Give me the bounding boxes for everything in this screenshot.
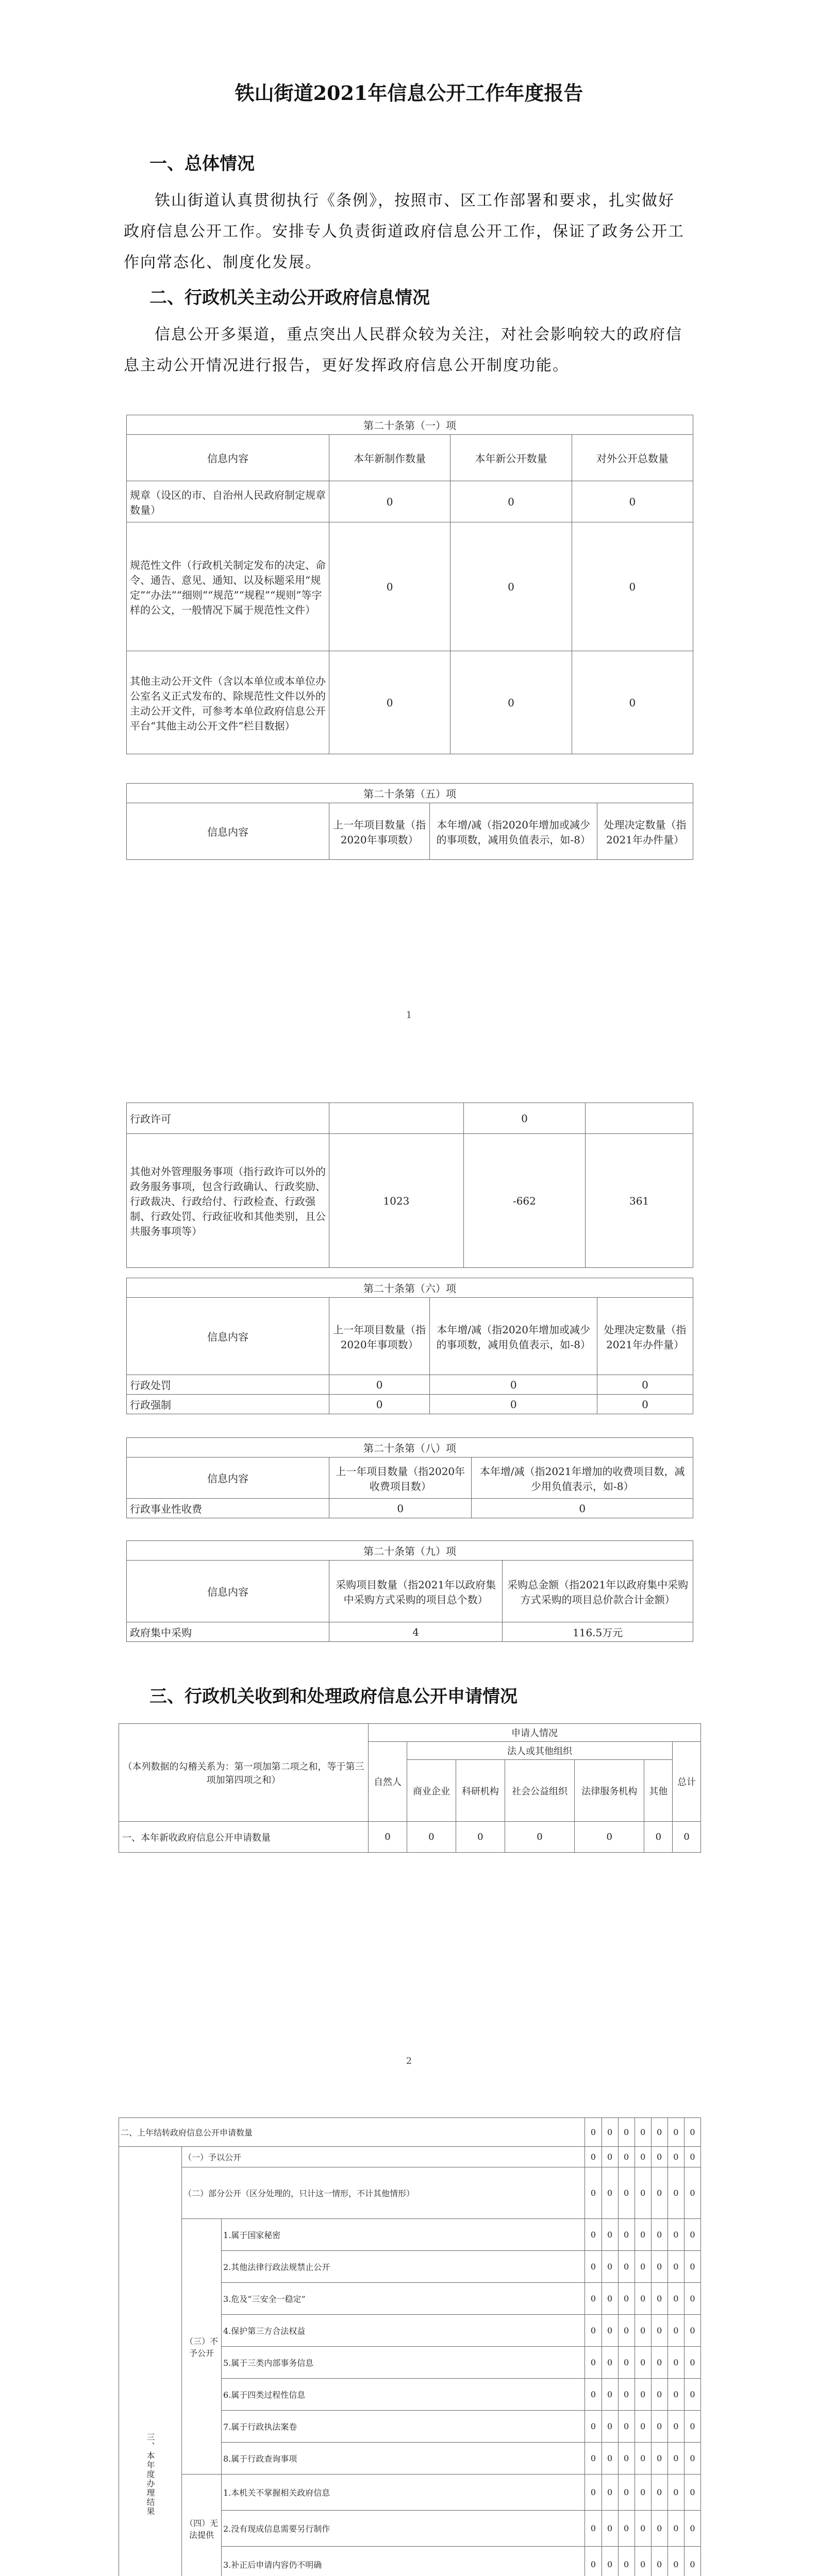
table-cell: 0: [618, 2283, 635, 2315]
table-cell: 4: [329, 1622, 503, 1642]
table-cell: 0: [618, 2219, 635, 2251]
table-cell: 0: [369, 1822, 407, 1853]
table-header: 法律服务机构: [575, 1760, 644, 1822]
table-cell: 0: [597, 1395, 693, 1414]
table-cell: 0: [667, 2411, 684, 2443]
table-cell: 0: [667, 2118, 684, 2147]
table-applications-part1: [119, 1723, 701, 1853]
table-cell: 规章（设区的市、自治州人民政府制定规章数量）: [127, 481, 329, 522]
table-cell: 0: [618, 2443, 635, 2475]
table-header: 采购项目数量（指2021年以政府集中采购方式采购的项目总个数）: [329, 1561, 503, 1622]
table-cell: 0: [329, 1499, 472, 1518]
table-cell: 0: [684, 2443, 700, 2475]
table-caption: 第二十条第（一）项: [127, 415, 693, 435]
table-cell: 0: [684, 2251, 700, 2283]
table-cell: 0: [635, 2347, 651, 2379]
table-row-group-label: （三）不予公开: [182, 2219, 222, 2475]
table-article-20-1: [126, 415, 693, 754]
table-cell: 0: [618, 2475, 635, 2511]
table-caption: 第二十条第（六）项: [127, 1278, 693, 1298]
table-row-label: 一、本年新收政府信息公开申请数量: [119, 1822, 369, 1853]
table-row-label: 2.其他法律行政法规禁止公开: [222, 2251, 585, 2283]
page-number: 2: [406, 2056, 412, 2066]
table-cell: 0: [667, 2167, 684, 2219]
table-row-label: （一）予以公开: [182, 2147, 585, 2167]
table-cell: 0: [667, 2347, 684, 2379]
table-cell: 0: [635, 2118, 651, 2147]
table-cell: 0: [644, 1822, 673, 1853]
table-cell: 0: [602, 2511, 618, 2547]
report-title: 铁山街道2021年信息公开工作年度报告: [235, 81, 583, 105]
table-cell: 其他主动公开文件（含以本单位或本单位办公室名义正式发布的、除规范性文件以外的主动公开文件，可参考本单位政府信息公开平台“其他主动公开文件”栏目数据）: [127, 651, 329, 754]
table-cell: 0: [585, 2118, 602, 2147]
table-cell: 0: [602, 2475, 618, 2511]
section-1-heading: 一、总体情况: [149, 154, 255, 174]
table-cell: 0: [651, 2411, 667, 2443]
table-cell: 0: [505, 1822, 574, 1853]
table-cell: 0: [329, 651, 450, 754]
table-cell: 0: [651, 2443, 667, 2475]
table-cell: 0: [667, 2443, 684, 2475]
section-1-paragraph: 铁山街道认真贯彻执行《条例》，按照市、区工作部署和要求，扎实做好政府信息公开工作。安排专人负责街道政府信息公开工作，保证了政务公开工作向常态化、制度化发展。: [124, 192, 685, 272]
table-cell: 0: [618, 2511, 635, 2547]
table-cell: 0: [585, 2315, 602, 2347]
table-cell: 0: [684, 2547, 700, 2576]
table-header: 采购总金额（指2021年以政府集中采购方式采购的项目总价款合计金额）: [503, 1561, 693, 1622]
table-cell: 0: [602, 2347, 618, 2379]
table-row-label: 8.属于行政查询事项: [222, 2443, 585, 2475]
table-cell: 361: [586, 1134, 693, 1268]
table-cell: 0: [684, 2347, 700, 2379]
table-cell: 0: [635, 2475, 651, 2511]
table-article-20-5-header: [126, 783, 693, 860]
table-cell: 0: [430, 1375, 597, 1395]
table-cell: 0: [329, 1395, 430, 1414]
table-cell: 0: [618, 2147, 635, 2167]
table-cell: 行政强制: [127, 1395, 329, 1414]
table-header: 本年增/减（指2021年增加的收费项目数，减少用负值表示，如-8）: [472, 1458, 693, 1499]
section-3-heading: 三、行政机关收到和处理政府信息公开申请情况: [149, 1686, 517, 1707]
table-cell: 0: [667, 2219, 684, 2251]
table-header: 本年新公开数量: [450, 435, 572, 481]
table-cell: 行政处罚: [127, 1375, 329, 1395]
table-cell: 0: [651, 2347, 667, 2379]
table-cell: 政府集中采购: [127, 1622, 329, 1642]
table-row-label: 3.危及“三安全一稳定”: [222, 2283, 585, 2315]
table-article-20-9: [126, 1540, 693, 1642]
table-group-header: 申请人情况: [369, 1724, 701, 1742]
section-2-heading: 二、行政机关主动公开政府信息情况: [149, 287, 430, 308]
table-cell: 0: [572, 481, 693, 522]
table-cell: 0: [667, 2475, 684, 2511]
table-cell: 0: [684, 2475, 700, 2511]
table-cell: 其他对外管理服务事项（指行政许可以外的政务服务事项，包含行政确认、行政奖励、行政裁决、行政给付、行政检查、行政强制、行政处罚、行政征收和其他类别，且公共服务事项等）: [127, 1134, 329, 1268]
table-cell: 0: [667, 2379, 684, 2411]
table-cell: 0: [684, 2147, 700, 2167]
table-cell: 0: [602, 2147, 618, 2167]
table-cell: 0: [635, 2411, 651, 2443]
table-article-20-6: [126, 1278, 693, 1414]
table-cell: 0: [472, 1499, 693, 1518]
table-header: 本年新制作数量: [329, 435, 450, 481]
table-cell: 0: [602, 2167, 618, 2219]
table-cell: 0: [572, 522, 693, 651]
table-row-label: 4.保护第三方合法权益: [222, 2315, 585, 2347]
table-cell: 0: [667, 2251, 684, 2283]
table-cell: 0: [575, 1822, 644, 1853]
table-cell: 0: [463, 1103, 585, 1134]
table-cell: 0: [667, 2147, 684, 2167]
table-cell: 0: [635, 2315, 651, 2347]
table-row-label: 2.没有现成信息需要另行制作: [222, 2511, 585, 2547]
table-article-20-8: [126, 1437, 693, 1518]
table-cell: -662: [463, 1134, 585, 1268]
table-cell: 0: [635, 2511, 651, 2547]
table-cell: [586, 1103, 693, 1134]
table-cell: 0: [651, 2475, 667, 2511]
table-cell: 0: [572, 651, 693, 754]
table-cell: 1023: [329, 1134, 464, 1268]
table-header: 社会公益组织: [505, 1760, 574, 1822]
table-cell: 0: [456, 1822, 505, 1853]
table-cell: 0: [597, 1375, 693, 1395]
table-cell: 0: [585, 2283, 602, 2315]
table-cell: 行政事业性收费: [127, 1499, 329, 1518]
table-cell: 0: [651, 2219, 667, 2251]
table-header: 对外公开总数量: [572, 435, 693, 481]
table-header: 科研机构: [456, 1760, 505, 1822]
table-header: 处理决定数量（指2021年办件量）: [597, 803, 693, 860]
table-cell: 0: [684, 2219, 700, 2251]
table-header: 信息内容: [127, 435, 329, 481]
table-cell: 0: [635, 2251, 651, 2283]
table-cell: 0: [602, 2547, 618, 2576]
table-applications-part2: [119, 2117, 701, 2576]
table-cell: 0: [602, 2443, 618, 2475]
table-cell: 0: [651, 2283, 667, 2315]
table-cell: 0: [430, 1395, 597, 1414]
table-cell: 0: [684, 2167, 700, 2219]
table-cell: 0: [635, 2147, 651, 2167]
table-row-label: 6.属于四类过程性信息: [222, 2379, 585, 2411]
table-cell: 0: [618, 2547, 635, 2576]
table-header: 商业企业: [407, 1760, 456, 1822]
table-cell: 0: [635, 2547, 651, 2576]
table-caption: 第二十条第（九）项: [127, 1541, 693, 1561]
table-row-group-label: 三、本年度办理结果: [119, 2147, 182, 2576]
table-cell: 0: [635, 2283, 651, 2315]
table-cell: 0: [651, 2511, 667, 2547]
table-cell: 0: [618, 2118, 635, 2147]
table-cell: 0: [673, 1822, 701, 1853]
table-cell: 0: [329, 522, 450, 651]
table-header: 上一年项目数量（指2020年收费项目数）: [329, 1458, 472, 1499]
table-row-label: （二）部分公开（区分处理的，只计这一情形，不计其他情形）: [182, 2167, 585, 2219]
table-cell: 0: [585, 2511, 602, 2547]
table-cell: 0: [651, 2251, 667, 2283]
table-cell: 0: [684, 2379, 700, 2411]
table-row-group-label: （四）无法提供: [182, 2475, 222, 2576]
table-header: 信息内容: [127, 1458, 329, 1499]
table-cell: 规范性文件（行政机关制定发布的决定、命令、通告、意见、通知、以及标题采用“规定”“办法”“细则”“规范”“规程”“规则”等字样的公文，一般情况下属于规范性文件）: [127, 522, 329, 651]
table-cell: 0: [329, 481, 450, 522]
table-header: 信息内容: [127, 1298, 329, 1375]
table-cell: 0: [329, 1375, 430, 1395]
table-header: 本年增/减（指2020年增加或减少的事项数，减用负值表示，如-8）: [430, 803, 597, 860]
table-cell: 0: [585, 2411, 602, 2443]
table-cell: 0: [585, 2547, 602, 2576]
table-header: 信息内容: [127, 803, 329, 860]
table-group-header: 法人或其他组织: [407, 1742, 672, 1760]
table-header: 信息内容: [127, 1561, 329, 1622]
table-cell: 0: [585, 2167, 602, 2219]
table-cell: 0: [585, 2219, 602, 2251]
table-caption: 第二十条第（八）项: [127, 1438, 693, 1458]
table-cell: 0: [618, 2251, 635, 2283]
table-cell: 0: [602, 2118, 618, 2147]
table-cell: 0: [667, 2511, 684, 2547]
table-cell: 0: [684, 2283, 700, 2315]
table-cell: 0: [618, 2411, 635, 2443]
table-cell: 0: [618, 2379, 635, 2411]
table-cell: 0: [602, 2219, 618, 2251]
table-cell: 0: [407, 1822, 456, 1853]
table-cell: 0: [602, 2315, 618, 2347]
table-cell: 0: [635, 2167, 651, 2219]
table-cell: 0: [602, 2411, 618, 2443]
table-cell: 0: [635, 2443, 651, 2475]
table-header: 其他: [644, 1760, 673, 1822]
table-row-label: 5.属于三类内部事务信息: [222, 2347, 585, 2379]
table-cell: 0: [585, 2379, 602, 2411]
table-cell: 0: [585, 2251, 602, 2283]
table-cell: 116.5万元: [503, 1622, 693, 1642]
table-cell: 0: [618, 2167, 635, 2219]
table-cell: 0: [585, 2347, 602, 2379]
table-cell: 0: [602, 2283, 618, 2315]
table-cell: 0: [585, 2475, 602, 2511]
table-header: 上一年项目数量（指2020年事项数）: [329, 1298, 430, 1375]
table-header: 本年增/减（指2020年增加或减少的事项数，减用负值表示，如-8）: [430, 1298, 597, 1375]
table-cell: 0: [684, 2511, 700, 2547]
table-cell: 0: [651, 2147, 667, 2167]
section-2-paragraph: 信息公开多渠道，重点突出人民群众较为关注，对社会影响较大的政府信息主动公开情况进行报告，更好发挥政府信息公开制度功能。: [124, 326, 682, 375]
table-cell: 0: [450, 651, 572, 754]
table-cell: 0: [618, 2315, 635, 2347]
table-row-label: 3.补正后申请内容仍不明确: [222, 2547, 585, 2576]
table-cell: 0: [684, 2315, 700, 2347]
table-caption: 第二十条第（五）项: [127, 784, 693, 803]
table-cell: 0: [450, 522, 572, 651]
table-cell: 0: [635, 2219, 651, 2251]
table-row-label: 二、上年结转政府信息公开申请数量: [119, 2118, 585, 2147]
table-cell: 0: [635, 2379, 651, 2411]
table-cell: 0: [651, 2118, 667, 2147]
table-row-label: 7.属于行政执法案卷: [222, 2411, 585, 2443]
table-cell: 0: [618, 2347, 635, 2379]
table-cell: 0: [667, 2315, 684, 2347]
table-cell: 0: [585, 2147, 602, 2167]
table-header: 自然人: [369, 1742, 407, 1822]
table-cell: 行政许可: [127, 1103, 329, 1134]
table-cell: 0: [585, 2443, 602, 2475]
table-cell: 0: [651, 2315, 667, 2347]
table-cell: 0: [684, 2411, 700, 2443]
table-cell: [329, 1103, 464, 1134]
table-cell: 0: [651, 2547, 667, 2576]
table-header: 总计: [673, 1742, 701, 1822]
table-header: 上一年项目数量（指2020年事项数）: [329, 803, 430, 860]
table-cell: 0: [667, 2283, 684, 2315]
table-header: 处理决定数量（指2021年办件量）: [597, 1298, 693, 1375]
table-article-20-5: [126, 1103, 693, 1268]
table-cell: 0: [651, 2167, 667, 2219]
table-cell: 0: [651, 2379, 667, 2411]
page-number: 1: [406, 1010, 412, 1021]
table-row-label: 1.本机关不掌握相关政府信息: [222, 2475, 585, 2511]
table-row-label: 1.属于国家秘密: [222, 2219, 585, 2251]
table-corner: （本列数据的勾稽关系为：第一项加第二项之和，等于第三项加第四项之和）: [119, 1724, 369, 1822]
table-cell: 0: [450, 481, 572, 522]
table-cell: 0: [667, 2547, 684, 2576]
table-cell: 0: [684, 2118, 700, 2147]
table-cell: 0: [602, 2379, 618, 2411]
table-cell: 0: [602, 2251, 618, 2283]
